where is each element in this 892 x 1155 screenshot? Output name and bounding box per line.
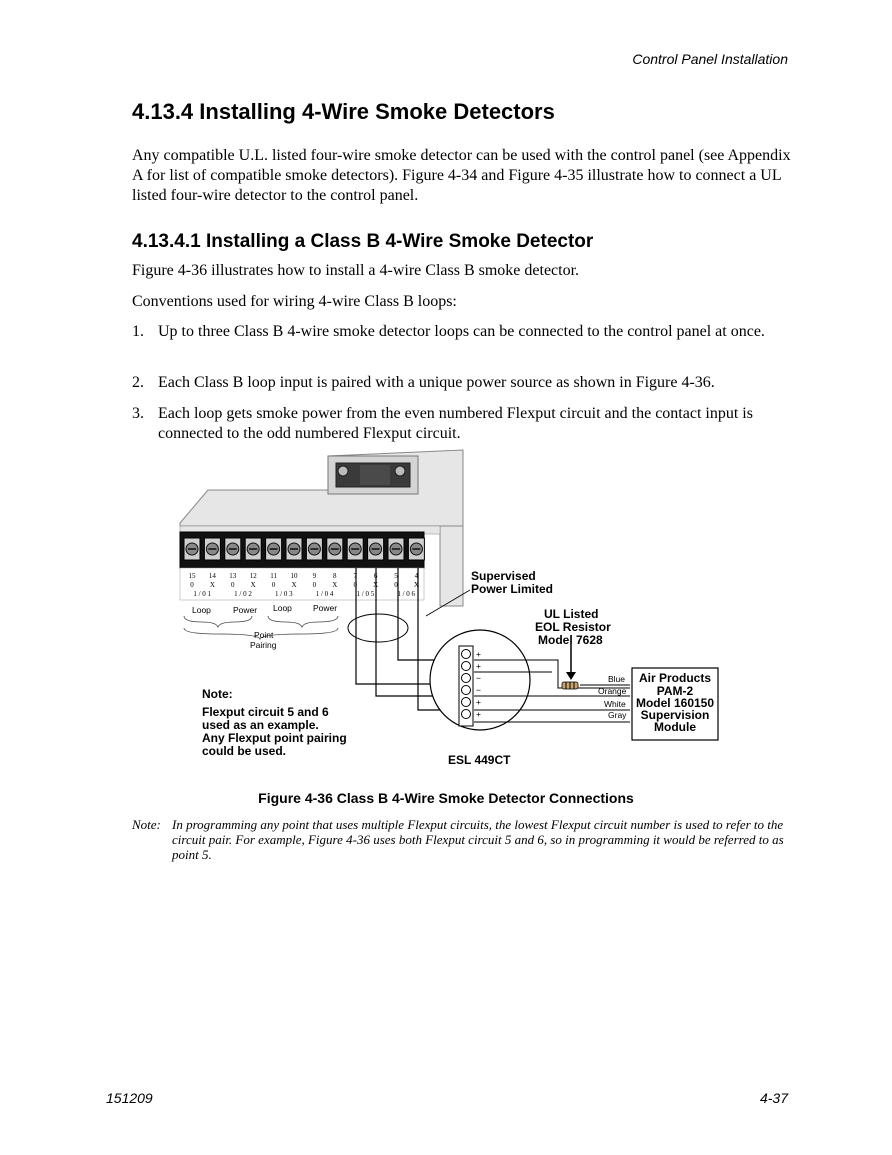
io-group-label: 1 / 0 4 xyxy=(315,590,334,598)
module-label: Supervision xyxy=(640,708,710,722)
resistor-label: UL Listed xyxy=(544,607,599,621)
list-text: Each Class B loop input is paired with a unique power source as shown in Figure 4-36. xyxy=(158,374,715,391)
terminal-screw xyxy=(184,538,200,560)
terminal-number: 10 xyxy=(290,572,298,580)
loop-label: Loop xyxy=(192,605,211,615)
terminal-screw xyxy=(204,538,220,560)
wire-color-label: Gray xyxy=(608,710,627,720)
terminal-screw xyxy=(388,538,404,560)
list-number: 3. xyxy=(132,405,144,422)
intro-paragraph: Any compatible U.L. listed four-wire smoke detector can be used with the control panel (see Appendix A for list of compatible smoke detectors). Figure 4-34 and Figure 4-35 illustrate how to connect a UL listed four-wire detector to the control panel. xyxy=(132,147,791,204)
resistor-label: EOL Resistor xyxy=(535,620,611,634)
io-group-label: 1 / 0 5 xyxy=(356,590,375,598)
wire-color-label: Orange xyxy=(598,686,627,696)
detector-pin-sign: + xyxy=(476,661,481,671)
terminal-mark: X xyxy=(373,581,379,589)
terminal-number: 13 xyxy=(229,572,237,580)
module-label: Module xyxy=(654,720,696,734)
module-label: PAM-2 xyxy=(656,684,694,698)
terminal-number: 4 xyxy=(414,572,419,580)
resistor-label: Model 7628 xyxy=(538,633,603,647)
terminal-number: 6 xyxy=(373,572,378,580)
terminal-mark: X xyxy=(332,581,338,589)
terminal-mark: 0 xyxy=(271,581,276,589)
point-pairing-label: Point xyxy=(254,630,274,640)
terminal-mark: X xyxy=(250,581,256,589)
terminal-mark: X xyxy=(209,581,215,589)
terminal-screw xyxy=(245,538,261,560)
terminal-number: 8 xyxy=(333,572,337,580)
io-group-label: 1 / 0 2 xyxy=(234,590,252,598)
detector-pin-sign: − xyxy=(476,685,481,695)
note-text: In programming any point that uses multiple Flexput circuits, the lowest Flexput circuit number is used to refer to the circuit pair. For example, Figure 4-36 uses both Flexput circuit 5 and 6, so in programming it would be referred to as point 5. xyxy=(172,817,784,862)
terminal-screw xyxy=(408,538,424,560)
module-label: Air Products xyxy=(638,671,712,685)
terminal-screw xyxy=(286,538,302,560)
figure-note-line: could be used. xyxy=(202,744,287,758)
wire-color-label: White xyxy=(604,699,626,709)
terminal-number: 9 xyxy=(312,572,317,580)
figure-note-line: Flexput circuit 5 and 6 xyxy=(202,705,329,719)
supervised-label: Supervised xyxy=(471,569,536,583)
terminal-mark: X xyxy=(291,581,297,589)
terminal-screw xyxy=(347,538,363,560)
running-header: Control Panel Installation xyxy=(632,51,788,67)
detector-label: ESL 449CT xyxy=(448,753,511,767)
terminal-screw xyxy=(225,538,241,560)
supervised-label: Power Limited xyxy=(471,582,554,596)
terminal-mark: X xyxy=(413,581,419,589)
io-group-label: 1 / 0 1 xyxy=(193,590,212,598)
list-item xyxy=(132,404,792,444)
terminal-screw xyxy=(368,538,384,560)
loop-label: Loop xyxy=(273,603,292,613)
wiring-diagram xyxy=(178,448,723,773)
detector-pin-sign: + xyxy=(476,649,481,659)
figure-note-line: Any Flexput point pairing xyxy=(202,731,347,745)
detector-pin xyxy=(462,686,471,695)
detector-pin-sign: − xyxy=(476,673,481,683)
terminal-number: 11 xyxy=(270,572,277,580)
conventions-paragraph: Conventions used for wiring 4-wire Class B loops: xyxy=(132,293,457,310)
terminal-number: 7 xyxy=(353,572,357,580)
terminal-screw xyxy=(306,538,322,560)
point-pairing-label: Pairing xyxy=(250,640,277,650)
detector-pin xyxy=(462,662,471,671)
list-text: Up to three Class B 4-wire smoke detector loops can be connected to the control panel at once. xyxy=(158,323,765,340)
doc-number: 151209 xyxy=(106,1090,153,1106)
list-text: Each loop gets smoke power from the even numbered Flexput circuit and the contact input is connected to the odd numbered Flexput circuit. xyxy=(158,405,753,442)
power-label: Power xyxy=(313,603,338,613)
detector-pin xyxy=(462,650,471,659)
terminal-mark: 0 xyxy=(312,581,317,589)
list-number: 1. xyxy=(132,323,144,340)
list-item xyxy=(132,322,792,342)
io-group-label: 1 / 0 6 xyxy=(397,590,416,598)
terminal-number: 14 xyxy=(208,572,216,580)
note-label: Note: xyxy=(132,817,161,832)
terminal-number: 5 xyxy=(394,572,398,580)
terminal-mark: 0 xyxy=(231,581,235,589)
note-block xyxy=(132,817,792,862)
figure-note-line: used as an example. xyxy=(202,718,319,732)
list-item xyxy=(132,373,792,393)
figure-reference-paragraph: Figure 4-36 illustrates how to install a 4-wire Class B smoke detector. xyxy=(132,262,580,279)
figure-caption: Figure 4-36 Class B 4-Wire Smoke Detector Connections xyxy=(258,790,634,806)
terminal-mark: 0 xyxy=(394,581,398,589)
subsection-heading: 4.13.4.1 Installing a Class B 4-Wire Smoke Detector xyxy=(132,231,594,252)
detector-pin xyxy=(462,698,471,707)
terminal-number: 15 xyxy=(188,572,196,580)
power-label: Power xyxy=(233,605,258,615)
detector-pin xyxy=(462,674,471,683)
detector-pin-sign: + xyxy=(476,697,481,707)
detector-pin xyxy=(462,710,471,719)
terminal-number: 12 xyxy=(249,572,257,580)
list-number: 2. xyxy=(132,374,144,391)
wire-color-label: Blue xyxy=(608,674,626,684)
terminal-mark: 0 xyxy=(353,581,357,589)
page-number: 4-37 xyxy=(759,1090,788,1106)
terminal-screw xyxy=(266,538,282,560)
terminal-screw xyxy=(327,538,343,560)
terminal-mark: 0 xyxy=(190,581,194,589)
section-heading: 4.13.4 Installing 4-Wire Smoke Detectors xyxy=(132,99,555,124)
io-group-label: 1 / 0 3 xyxy=(274,590,293,598)
module-label: Model 160150 xyxy=(635,696,715,710)
figure-note-heading: Note: xyxy=(202,687,233,701)
detector-pin-sign: + xyxy=(476,709,481,719)
